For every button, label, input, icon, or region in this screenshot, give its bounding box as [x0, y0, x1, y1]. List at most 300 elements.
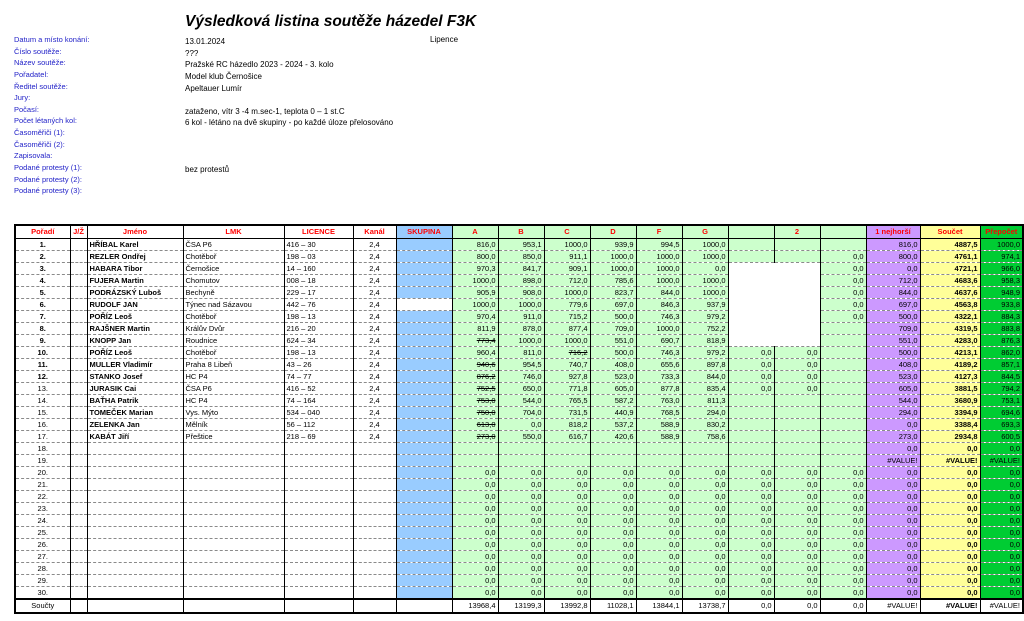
info-line	[14, 92, 774, 104]
score-cell: 1000,0	[498, 299, 544, 311]
group-cell	[396, 263, 452, 275]
jz-cell	[70, 371, 87, 383]
channel-cell	[353, 527, 396, 539]
score-cell: 0,0	[452, 467, 498, 479]
score-cell: 0,0	[498, 479, 544, 491]
score-cell: 0,0	[590, 575, 636, 587]
score-cell: 911,0	[498, 311, 544, 323]
jz-cell	[70, 431, 87, 443]
licence-cell: 198 – 03	[284, 251, 353, 263]
pilot-name-cell	[87, 587, 183, 600]
extra-score-cell: 0,0	[820, 467, 866, 479]
rank-cell: 24.	[15, 515, 70, 527]
channel-cell: 2,4	[353, 287, 396, 299]
info-label: Podané protesty (1):	[14, 163, 82, 173]
score-cell	[498, 455, 544, 467]
sum-cell: 4319,5	[920, 323, 980, 335]
recalc-cell: 958,3	[980, 275, 1023, 287]
table-header-row	[15, 225, 1023, 239]
sum-cell: 4127,3	[920, 371, 980, 383]
score-cell: 850,0	[498, 251, 544, 263]
jz-cell	[70, 419, 87, 431]
extra-score-cell: 0,0	[820, 311, 866, 323]
score-cell: 1000,0	[636, 251, 682, 263]
score-cell: 1000,0	[682, 251, 728, 263]
pilot-name-cell: MULLER Vladimír	[87, 359, 183, 371]
info-line	[14, 57, 774, 69]
pilot-name-cell: POŘÍZ Leoš	[87, 311, 183, 323]
score-cell: 878,0	[498, 323, 544, 335]
extra-score-cell: 0,0	[728, 383, 774, 395]
score-cell: 953,1	[498, 239, 544, 251]
club-cell: Mělník	[183, 419, 284, 431]
extra-score-cell: 0,0	[728, 515, 774, 527]
club-cell: HC P4	[183, 371, 284, 383]
extra-score-cell: 0,0	[728, 467, 774, 479]
rank-cell: 11.	[15, 359, 70, 371]
score-cell: 1000,0	[636, 263, 682, 275]
club-cell: Roudnice	[183, 335, 284, 347]
score-cell: 0,0	[452, 563, 498, 575]
score-cell: 550,0	[498, 431, 544, 443]
score-cell: 905,9	[452, 287, 498, 299]
worst-score-cell: 0,0	[866, 443, 920, 455]
score-cell: 0,0	[452, 491, 498, 503]
licence-cell	[284, 479, 353, 491]
score-cell: 0,0	[682, 515, 728, 527]
col-header	[820, 225, 866, 239]
score-cell: 771,8	[544, 383, 590, 395]
extra-score-cell: 0,0	[820, 503, 866, 515]
licence-cell	[284, 599, 353, 613]
pilot-name-cell: POŘÍZ Leoš	[87, 347, 183, 359]
total-score-cell: 13738,7	[682, 599, 728, 613]
score-cell: 0,0	[590, 539, 636, 551]
extra-score-cell: 0,0	[774, 371, 820, 383]
score-cell: 0,0	[544, 539, 590, 551]
worst-score-cell: 0,0	[866, 419, 920, 431]
pilot-name-cell	[87, 599, 183, 613]
rank-cell: 12.	[15, 371, 70, 383]
group-cell	[396, 443, 452, 455]
score-cell: 954,5	[498, 359, 544, 371]
info-extra-value: Lipence	[430, 35, 459, 44]
score-cell: 0,0	[452, 587, 498, 600]
rank-cell: 25.	[15, 527, 70, 539]
worst-score-cell: 712,0	[866, 275, 920, 287]
score-cell: 897,8	[682, 359, 728, 371]
worst-score-cell: 0,0	[866, 563, 920, 575]
pilot-name-cell	[87, 527, 183, 539]
score-cell: 1000,0	[498, 335, 544, 347]
worst-score-cell: 0,0	[866, 515, 920, 527]
rank-cell: 29.	[15, 575, 70, 587]
recalc-cell: #VALUE!	[980, 455, 1023, 467]
channel-cell	[353, 491, 396, 503]
total-extra-cell: 0,0	[728, 599, 774, 613]
score-cell: 1000,0	[590, 251, 636, 263]
club-cell: HC P4	[183, 395, 284, 407]
pilot-name-cell: BAŤHA Patrik	[87, 395, 183, 407]
recalc-cell: 794,2	[980, 383, 1023, 395]
score-cell: 731,5	[544, 407, 590, 419]
total-score-cell: 13968,4	[452, 599, 498, 613]
extra-score-cell	[728, 395, 774, 407]
extra-score-cell	[774, 395, 820, 407]
pilot-name-cell	[87, 515, 183, 527]
extra-score-cell: 0,0	[728, 563, 774, 575]
recalc-cell: 694,6	[980, 407, 1023, 419]
score-cell	[682, 455, 728, 467]
worst-score-cell: 0,0	[866, 503, 920, 515]
extra-score-cell: 0,0	[774, 515, 820, 527]
channel-cell	[353, 551, 396, 563]
licence-cell	[284, 539, 353, 551]
club-cell: Vys. Mýto	[183, 407, 284, 419]
score-cell: 765,5	[544, 395, 590, 407]
score-cell: 0,0	[544, 467, 590, 479]
worst-score-cell: 273,0	[866, 431, 920, 443]
extra-score-cell	[820, 371, 866, 383]
worst-score-cell: 523,0	[866, 371, 920, 383]
jz-cell	[70, 599, 87, 613]
table-row	[15, 347, 1023, 359]
jz-cell	[70, 503, 87, 515]
extra-score-cell: 0,0	[774, 383, 820, 395]
table-row	[15, 383, 1023, 395]
total-extra-cell: 0,0	[820, 599, 866, 613]
worst-score-cell: 605,0	[866, 383, 920, 395]
score-cell: 440,9	[590, 407, 636, 419]
sum-cell: 0,0	[920, 491, 980, 503]
group-cell	[396, 383, 452, 395]
worst-score-cell: 0,0	[866, 467, 920, 479]
extra-score-cell	[728, 419, 774, 431]
group-cell	[396, 239, 452, 251]
worst-score-cell: 709,0	[866, 323, 920, 335]
jz-cell	[70, 251, 87, 263]
info-label: Pořadatel:	[14, 69, 49, 79]
info-label: Jury:	[14, 93, 31, 103]
col-header: SKUPINA	[396, 225, 452, 239]
total-score-cell: 13992,8	[544, 599, 590, 613]
channel-cell: 2,4	[353, 395, 396, 407]
score-cell: 844,0	[636, 287, 682, 299]
score-cell: 588,9	[636, 419, 682, 431]
pilot-name-cell	[87, 539, 183, 551]
channel-cell: 2,4	[353, 359, 396, 371]
score-cell: 588,9	[636, 431, 682, 443]
rank-cell: 8.	[15, 323, 70, 335]
score-cell	[590, 443, 636, 455]
recalc-cell: 693,3	[980, 419, 1023, 431]
group-cell	[396, 515, 452, 527]
score-cell: 613,0	[452, 419, 498, 431]
score-cell	[498, 443, 544, 455]
club-cell	[183, 587, 284, 600]
rank-cell: 15.	[15, 407, 70, 419]
rank-cell: 10.	[15, 347, 70, 359]
extra-score-cell	[820, 431, 866, 443]
group-cell	[396, 251, 452, 263]
club-cell	[183, 515, 284, 527]
club-cell: Přeštice	[183, 431, 284, 443]
jz-cell	[70, 587, 87, 600]
sum-cell: #VALUE!	[920, 455, 980, 467]
info-value: Model klub Černošice	[185, 71, 262, 81]
info-label: Podané protesty (2):	[14, 174, 82, 184]
score-cell: 0,0	[636, 587, 682, 600]
table-row	[15, 335, 1023, 347]
licence-cell: 74 – 164	[284, 395, 353, 407]
extra-score-cell: 0,0	[728, 359, 774, 371]
worst-score-cell: 294,0	[866, 407, 920, 419]
extra-score-cell: 0,0	[774, 491, 820, 503]
score-cell: 0,0	[590, 527, 636, 539]
extra-score-cell	[728, 443, 774, 455]
score-cell: 816,0	[452, 239, 498, 251]
info-value: Pražské RC házedlo 2023 - 2024 - 3. kolo	[185, 60, 334, 70]
score-cell: 750,0	[452, 407, 498, 419]
results-tbody	[15, 239, 1023, 614]
total-extra-cell: 0,0	[774, 599, 820, 613]
extra-score-cell	[820, 407, 866, 419]
score-cell: 740,7	[544, 359, 590, 371]
score-cell: 0,0	[682, 467, 728, 479]
club-cell	[183, 527, 284, 539]
group-cell	[396, 359, 452, 371]
channel-cell	[353, 443, 396, 455]
info-line	[14, 46, 774, 58]
group-cell	[396, 335, 452, 347]
score-cell: 1000,0	[682, 239, 728, 251]
extra-score-cell: 0,0	[820, 287, 866, 299]
licence-cell: 624 – 34	[284, 335, 353, 347]
recalc-cell: 600,5	[980, 431, 1023, 443]
table-row	[15, 563, 1023, 575]
channel-cell: 2,4	[353, 371, 396, 383]
extra-score-cell	[820, 323, 866, 335]
score-cell: 830,2	[682, 419, 728, 431]
extra-score-cell	[774, 443, 820, 455]
score-cell: 0,0	[636, 551, 682, 563]
licence-cell	[284, 575, 353, 587]
score-cell: 537,2	[590, 419, 636, 431]
info-line	[14, 127, 774, 139]
channel-cell	[353, 539, 396, 551]
score-cell: 811,0	[498, 347, 544, 359]
jz-cell	[70, 323, 87, 335]
score-cell: 0,0	[636, 563, 682, 575]
table-row	[15, 515, 1023, 527]
score-cell: 0,0	[544, 563, 590, 575]
group-cell	[396, 599, 452, 613]
channel-cell	[353, 587, 396, 600]
score-cell: 0,0	[452, 575, 498, 587]
jz-cell	[70, 575, 87, 587]
jz-cell	[70, 443, 87, 455]
table-row	[15, 287, 1023, 299]
licence-cell	[284, 455, 353, 467]
sum-cell: 4761,1	[920, 251, 980, 263]
rank-cell: 21.	[15, 479, 70, 491]
score-cell: 0,0	[498, 587, 544, 600]
total-score-cell: 11028,1	[590, 599, 636, 613]
table-row	[15, 395, 1023, 407]
table-row	[15, 419, 1023, 431]
extra-score-cell	[728, 431, 774, 443]
worst-score-cell: 0,0	[866, 479, 920, 491]
rank-cell: 28.	[15, 563, 70, 575]
table-row	[15, 275, 1023, 287]
table-row	[15, 359, 1023, 371]
worst-score-cell: 0,0	[866, 527, 920, 539]
score-cell	[682, 443, 728, 455]
col-header: Pořadí	[15, 225, 70, 239]
score-cell: 0,0	[544, 503, 590, 515]
extra-score-cell: 0,0	[820, 551, 866, 563]
score-cell: 0,0	[636, 575, 682, 587]
extra-score-cell	[820, 335, 866, 347]
table-row	[15, 251, 1023, 263]
extra-score-cell	[774, 251, 820, 263]
score-cell: 0,0	[636, 479, 682, 491]
totals-row	[15, 599, 1023, 613]
table-row	[15, 323, 1023, 335]
channel-cell	[353, 479, 396, 491]
group-cell	[396, 395, 452, 407]
sum-cell: 4189,2	[920, 359, 980, 371]
licence-cell: 56 – 112	[284, 419, 353, 431]
club-cell: Chotěboř	[183, 311, 284, 323]
extra-score-cell	[820, 347, 866, 359]
channel-cell: 2,4	[353, 299, 396, 311]
info-value: Apeltauer Lumír	[185, 83, 242, 93]
score-cell: 715,2	[544, 311, 590, 323]
recalc-cell: 0,0	[980, 563, 1023, 575]
info-label: Časoměřiči (2):	[14, 139, 65, 149]
recalc-cell: 933,8	[980, 299, 1023, 311]
extra-score-cell: 0,0	[774, 347, 820, 359]
info-line	[14, 81, 774, 93]
pilot-name-cell: PODRÁZSKÝ Luboš	[87, 287, 183, 299]
table-row	[15, 371, 1023, 383]
worst-score-cell: 844,0	[866, 287, 920, 299]
pilot-name-cell	[87, 467, 183, 479]
extra-score-cell: 0,0	[728, 479, 774, 491]
score-cell: 752,5	[452, 383, 498, 395]
jz-cell	[70, 287, 87, 299]
score-cell: 937,9	[682, 299, 728, 311]
score-cell: 0,0	[544, 479, 590, 491]
rank-cell: 20.	[15, 467, 70, 479]
recalc-cell: 0,0	[980, 575, 1023, 587]
pilot-name-cell: RUDOLF JAN	[87, 299, 183, 311]
extra-score-cell: 0,0	[728, 539, 774, 551]
group-cell	[396, 467, 452, 479]
info-fields	[14, 34, 774, 197]
club-cell: Praha 8 Libeň	[183, 359, 284, 371]
worst-score-cell: 551,0	[866, 335, 920, 347]
extra-score-cell	[774, 419, 820, 431]
club-cell: ČSA P6	[183, 239, 284, 251]
club-cell: Chotěboř	[183, 251, 284, 263]
extra-score-cell	[820, 359, 866, 371]
licence-cell	[284, 443, 353, 455]
col-header: A	[452, 225, 498, 239]
col-header: F	[636, 225, 682, 239]
score-cell: 0,0	[498, 575, 544, 587]
pilot-name-cell: STANKO Josef	[87, 371, 183, 383]
score-cell: 0,0	[636, 515, 682, 527]
pilot-name-cell	[87, 491, 183, 503]
score-cell: 704,0	[498, 407, 544, 419]
table-row	[15, 551, 1023, 563]
jz-cell	[70, 551, 87, 563]
col-header: 1 nejhorší	[866, 225, 920, 239]
licence-cell	[284, 491, 353, 503]
score-cell: 712,0	[544, 275, 590, 287]
score-cell: 0,0	[590, 551, 636, 563]
club-cell: Králův Dvůr	[183, 323, 284, 335]
recalc-cell: 884,3	[980, 311, 1023, 323]
worst-score-cell: 800,0	[866, 251, 920, 263]
info-label: Číslo soutěže:	[14, 46, 62, 56]
score-cell: 0,0	[636, 503, 682, 515]
licence-cell: 198 – 13	[284, 311, 353, 323]
score-cell: 779,6	[544, 299, 590, 311]
score-cell: 605,0	[590, 383, 636, 395]
col-header: D	[590, 225, 636, 239]
worst-score-cell: 0,0	[866, 263, 920, 275]
score-cell: 811,3	[682, 395, 728, 407]
score-cell: 994,5	[636, 239, 682, 251]
licence-cell	[284, 587, 353, 600]
score-cell: 0,0	[452, 551, 498, 563]
col-header: B	[498, 225, 544, 239]
score-cell: 0,0	[682, 575, 728, 587]
licence-cell: 198 – 13	[284, 347, 353, 359]
channel-cell: 2,4	[353, 383, 396, 395]
group-cell	[396, 551, 452, 563]
sum-cell: 4887,5	[920, 239, 980, 251]
extra-score-cell	[820, 419, 866, 431]
channel-cell: 2,4	[353, 275, 396, 287]
pilot-name-cell	[87, 503, 183, 515]
extra-score-cell: 0,0	[728, 503, 774, 515]
info-line	[14, 34, 774, 46]
score-cell: 800,0	[452, 251, 498, 263]
score-cell: 835,4	[682, 383, 728, 395]
score-cell: 773,4	[452, 335, 498, 347]
score-cell: 0,0	[452, 515, 498, 527]
score-cell: 753,0	[452, 395, 498, 407]
score-cell: 876,2	[452, 371, 498, 383]
score-cell: 940,6	[452, 359, 498, 371]
score-cell: 939,9	[590, 239, 636, 251]
col-header: 2	[774, 225, 820, 239]
score-cell: 0,0	[590, 467, 636, 479]
recalc-cell: 0,0	[980, 515, 1023, 527]
group-cell	[396, 275, 452, 287]
sum-cell: 0,0	[920, 563, 980, 575]
group-cell	[396, 563, 452, 575]
worst-score-cell: 544,0	[866, 395, 920, 407]
channel-cell	[353, 599, 396, 613]
score-cell: 0,0	[452, 527, 498, 539]
score-cell: 0,0	[682, 563, 728, 575]
score-cell: 1000,0	[452, 299, 498, 311]
